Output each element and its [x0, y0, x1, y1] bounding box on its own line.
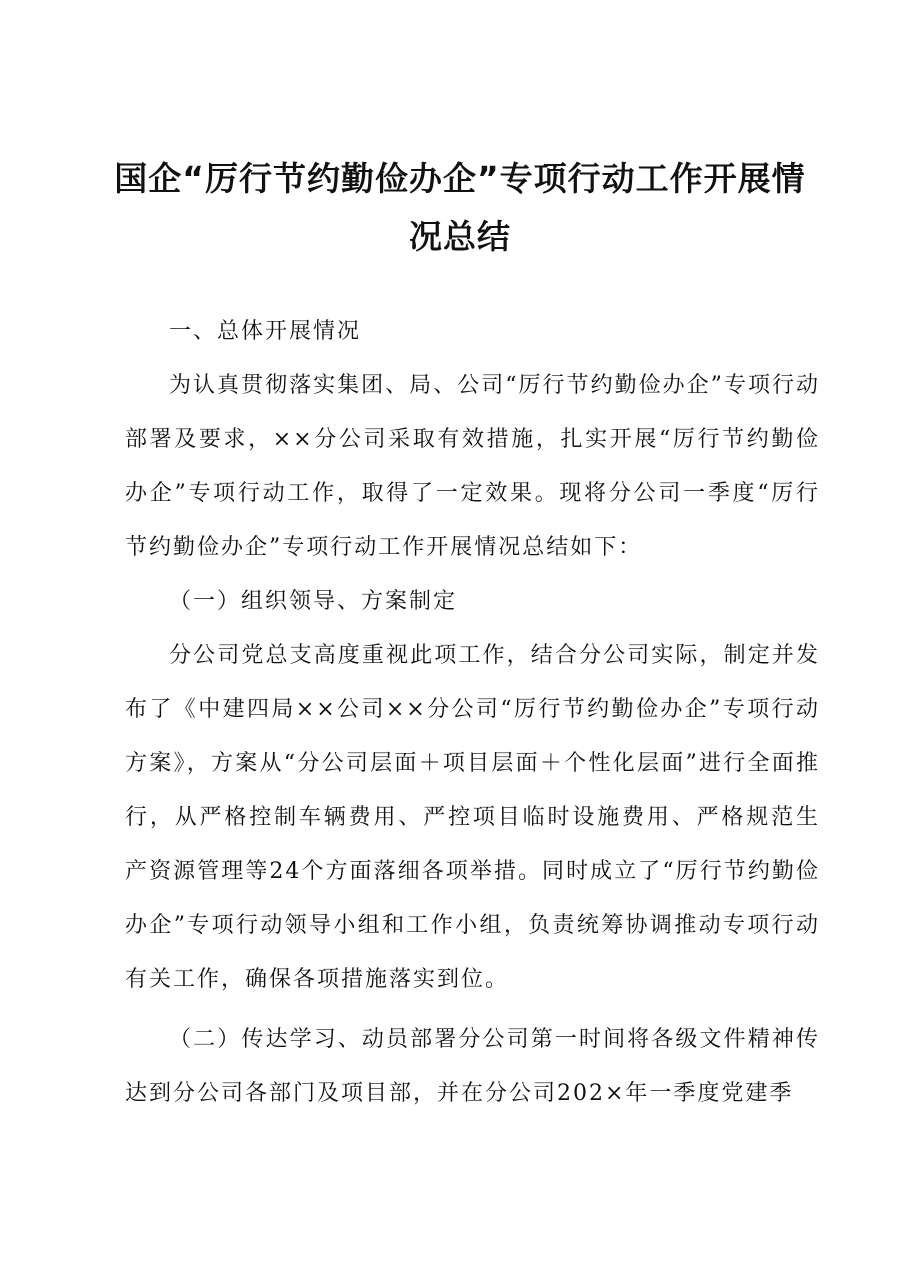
paragraph-communication: （二）传达学习、动员部署分公司第一时间将各级文件精神传达到分公司各部门及项目部，并在分公司202×年一季度党建季	[125, 1027, 820, 1106]
document-title: 国企“厉行节约勤俭办企”专项行动工作开展情况总结	[114, 159, 806, 256]
document-body	[125, 305, 820, 1121]
paragraph-organization: 分公司党总支高度重视此项工作，结合分公司实际，制定并发布了《中建四局××公司××分公司“厉行节约勤俭办企”专项行动方案》，方案从“分公司层面＋项目层面＋个性化层面”进行全面推行，从严格控制车辆费用、严控项目临时设施费用、严格规范生产资源管理等24个方面落细各项举措。同时成立了“厉行节约勤俭办企”专项行动领导小组和工作小组，负责统筹协调推动专项行动有关工作，确保各项措施落实到位。	[125, 643, 820, 992]
paragraph-intro: 为认真贯彻落实集团、局、公司“厉行节约勤俭办企”专项行动部署及要求，××分公司采取有效措施，扎实开展“厉行节约勤俭办企”专项行动工作，取得了一定效果。现将分公司一季度“厉行节约勤俭办企”专项行动工作开展情况总结如下：	[125, 373, 820, 560]
section-heading-overall: 一、总体开展情况	[169, 319, 362, 344]
subsection-heading-organization: （一）组织领导、方案制定	[169, 589, 458, 614]
